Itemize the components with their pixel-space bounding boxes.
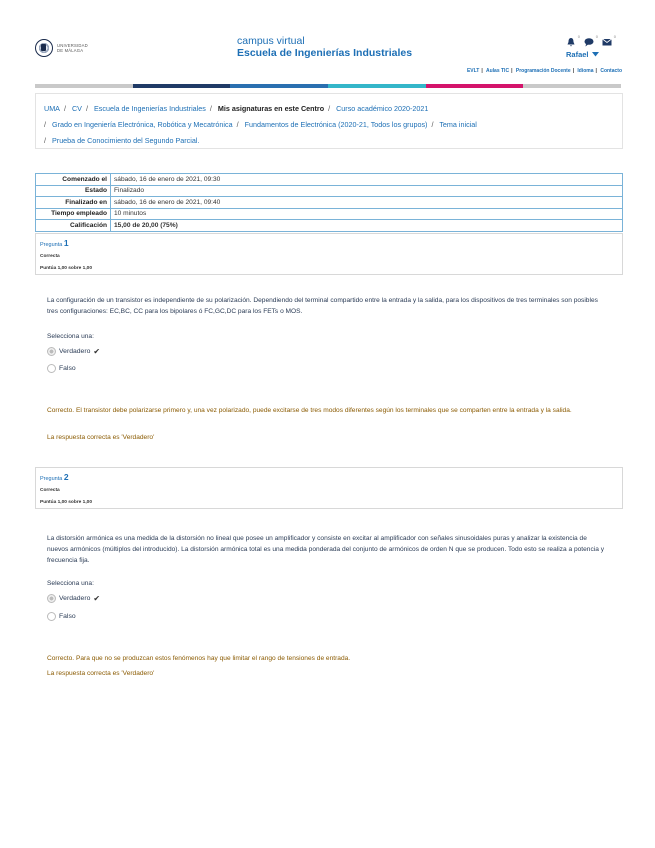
color-bar-segment (523, 84, 621, 88)
question-points: Puntúa 1,00 sobre 1,00 (40, 266, 92, 271)
site-title-line2: Escuela de Ingenierías Industriales (237, 46, 413, 59)
breadcrumb-escuela[interactable]: Escuela de Ingenierías Industriales (93, 104, 206, 113)
question-number (40, 471, 618, 485)
option-label: Verdadero (59, 348, 91, 355)
breadcrumb-prueba[interactable]: Prueba de Conocimiento del Segundo Parcial. (52, 136, 200, 145)
question-1-option-true[interactable] (47, 347, 100, 356)
breadcrumb-curso[interactable]: Curso académico 2020-2021 (336, 104, 429, 113)
color-bar-segment (133, 84, 231, 88)
logo-text: UNIVERSIDAD DE MÁLAGA (57, 43, 88, 53)
summary-value: 15,00 de 20,00 (75%) (111, 220, 623, 232)
question-2-option-true[interactable] (47, 594, 100, 603)
summary-value: Finalizado (111, 185, 623, 197)
question-2-text: La distorsión armónica es una medida de la distorsión no lineal que posee un amplificador y consiste en excitar al amplificador con señales sinusoidales puras y analizar la existencia de nuevos armónicos (múltiplos del introducido). La distorsión armónica total es una medida ponderada del conjunto de armónicos de orden N que se producen. Todo esto se realiza a potencia y frecuencia fija. (47, 535, 605, 564)
question-prefix: Pregunta (40, 476, 63, 482)
notifications-count: 0 (577, 34, 580, 39)
table-row (36, 220, 623, 232)
radio-unchecked[interactable] (47, 364, 56, 373)
link-aulas-tic[interactable]: Aulas TIC (486, 68, 510, 74)
summary-value: sábado, 16 de enero de 2021, 09:40 (111, 197, 623, 209)
question-status: Correcta (40, 254, 60, 259)
link-evlt[interactable]: EVLT (466, 68, 480, 74)
option-label: Verdadero (59, 595, 91, 602)
summary-label: Estado (36, 185, 111, 197)
question-prefix: Pregunta (40, 242, 63, 248)
link-idioma[interactable]: Idioma (577, 68, 594, 74)
breadcrumb-grado[interactable]: Grado en Ingeniería Electrónica, Robótica y Mecatrónica (52, 120, 233, 129)
summary-label: Tiempo empleado (36, 208, 111, 220)
mail-button[interactable] (602, 34, 616, 47)
table-row (36, 197, 623, 209)
table-row (36, 174, 623, 186)
messages-button[interactable] (584, 34, 598, 47)
attempt-summary-table (35, 173, 623, 232)
chat-icon (584, 37, 594, 47)
question-1-feedback: Correcto. El transistor debe polarizarse primero y, una vez polarizado, puede excitarse de tres modos diferentes según los terminales que se comparten entre la entrada y la salida. (47, 407, 572, 414)
check-icon: ✔ (93, 594, 101, 603)
university-logo[interactable] (35, 38, 95, 58)
table-row (36, 185, 623, 197)
notifications-button[interactable] (566, 34, 580, 47)
option-label: Falso (59, 613, 76, 620)
question-points: Puntúa 1,00 sobre 1,00 (40, 500, 92, 505)
summary-label: Comenzado el (36, 174, 111, 186)
question-2-right-answer: La respuesta correcta es 'Verdadero' (47, 670, 155, 677)
breadcrumb-mis-asignaturas: Mis asignaturas en este Centro (217, 104, 325, 113)
bell-icon (566, 37, 576, 47)
question-2-info (35, 467, 623, 509)
question-2-feedback: Correcto. Para que no se produzcan estos fenómenos hay que limitar el rango de tensiones de entrada. (47, 655, 351, 662)
summary-value: sábado, 16 de enero de 2021, 09:30 (111, 174, 623, 186)
radio-unchecked[interactable] (47, 612, 56, 621)
messages-count: 0 (595, 34, 598, 39)
question-1-right-answer: La respuesta correcta es 'Verdadero' (47, 434, 155, 441)
summary-label: Calificación (36, 220, 111, 232)
question-number (40, 237, 618, 251)
question-1-info (35, 233, 623, 275)
color-bar-segment (328, 84, 426, 88)
mail-icon (602, 37, 612, 47)
color-bar-segment (230, 84, 328, 88)
color-bar-segment (35, 84, 133, 88)
radio-checked[interactable] (47, 347, 56, 356)
mail-count: 0 (613, 34, 616, 39)
caret-down-icon (592, 52, 599, 57)
breadcrumb-tema[interactable]: Tema inicial (439, 120, 477, 129)
color-bar-segment (426, 84, 524, 88)
header-icons (566, 34, 616, 47)
breadcrumb-uma[interactable]: UMA (44, 104, 60, 113)
summary-label: Finalizado en (36, 197, 111, 209)
breadcrumb: UMA / CV / Escuela de Ingenierías Industriales / Mis asignaturas en este Centro / Curso académico 2020-2021 / Grado en Ingeniería Electrónica, Robótica y Mecatrónica / Fundamentos de Electrónica (2020-21, Todos los grupos) / Tema inicial / Prueba de Conocimiento del Segundo Parcial. (35, 93, 623, 149)
color-bar (35, 84, 621, 88)
top-links: EVLT | Aulas TIC | Programación Docente | Idioma | Contacto (466, 68, 622, 74)
table-row (36, 208, 623, 220)
question-number-value: 2 (63, 472, 69, 482)
breadcrumb-asignatura[interactable]: Fundamentos de Electrónica (2020-21, Todos los grupos) (244, 120, 428, 129)
site-title-line1: campus virtual (237, 35, 305, 47)
breadcrumb-cv[interactable]: CV (71, 104, 82, 113)
summary-value: 10 minutos (111, 208, 623, 220)
question-2-select-label: Selecciona una: (47, 580, 94, 587)
question-1-text: La configuración de un transistor es independiente de su polarización. Dependiendo del terminal compartido entre la entrada y la salida, para los dispositivos de tres terminales son posibles tres configuraciones: EC,BC, CC para los bipolares ó FC,GC,DC para los FETs o MOS. (47, 297, 598, 315)
user-name: Rafael (566, 50, 589, 59)
question-2-option-false[interactable] (47, 612, 76, 621)
question-number-value: 1 (63, 238, 69, 248)
question-1-option-false[interactable] (47, 364, 76, 373)
university-seal-icon (35, 39, 53, 57)
radio-checked[interactable] (47, 594, 56, 603)
link-programacion-docente[interactable]: Programación Docente (515, 68, 571, 74)
site-title[interactable] (237, 36, 412, 59)
question-status: Correcta (40, 488, 60, 493)
question-1-select-label: Selecciona una: (47, 333, 94, 340)
link-contacto[interactable]: Contacto (600, 68, 622, 74)
option-label: Falso (59, 365, 76, 372)
user-menu[interactable] (566, 50, 599, 59)
check-icon: ✔ (93, 347, 101, 356)
